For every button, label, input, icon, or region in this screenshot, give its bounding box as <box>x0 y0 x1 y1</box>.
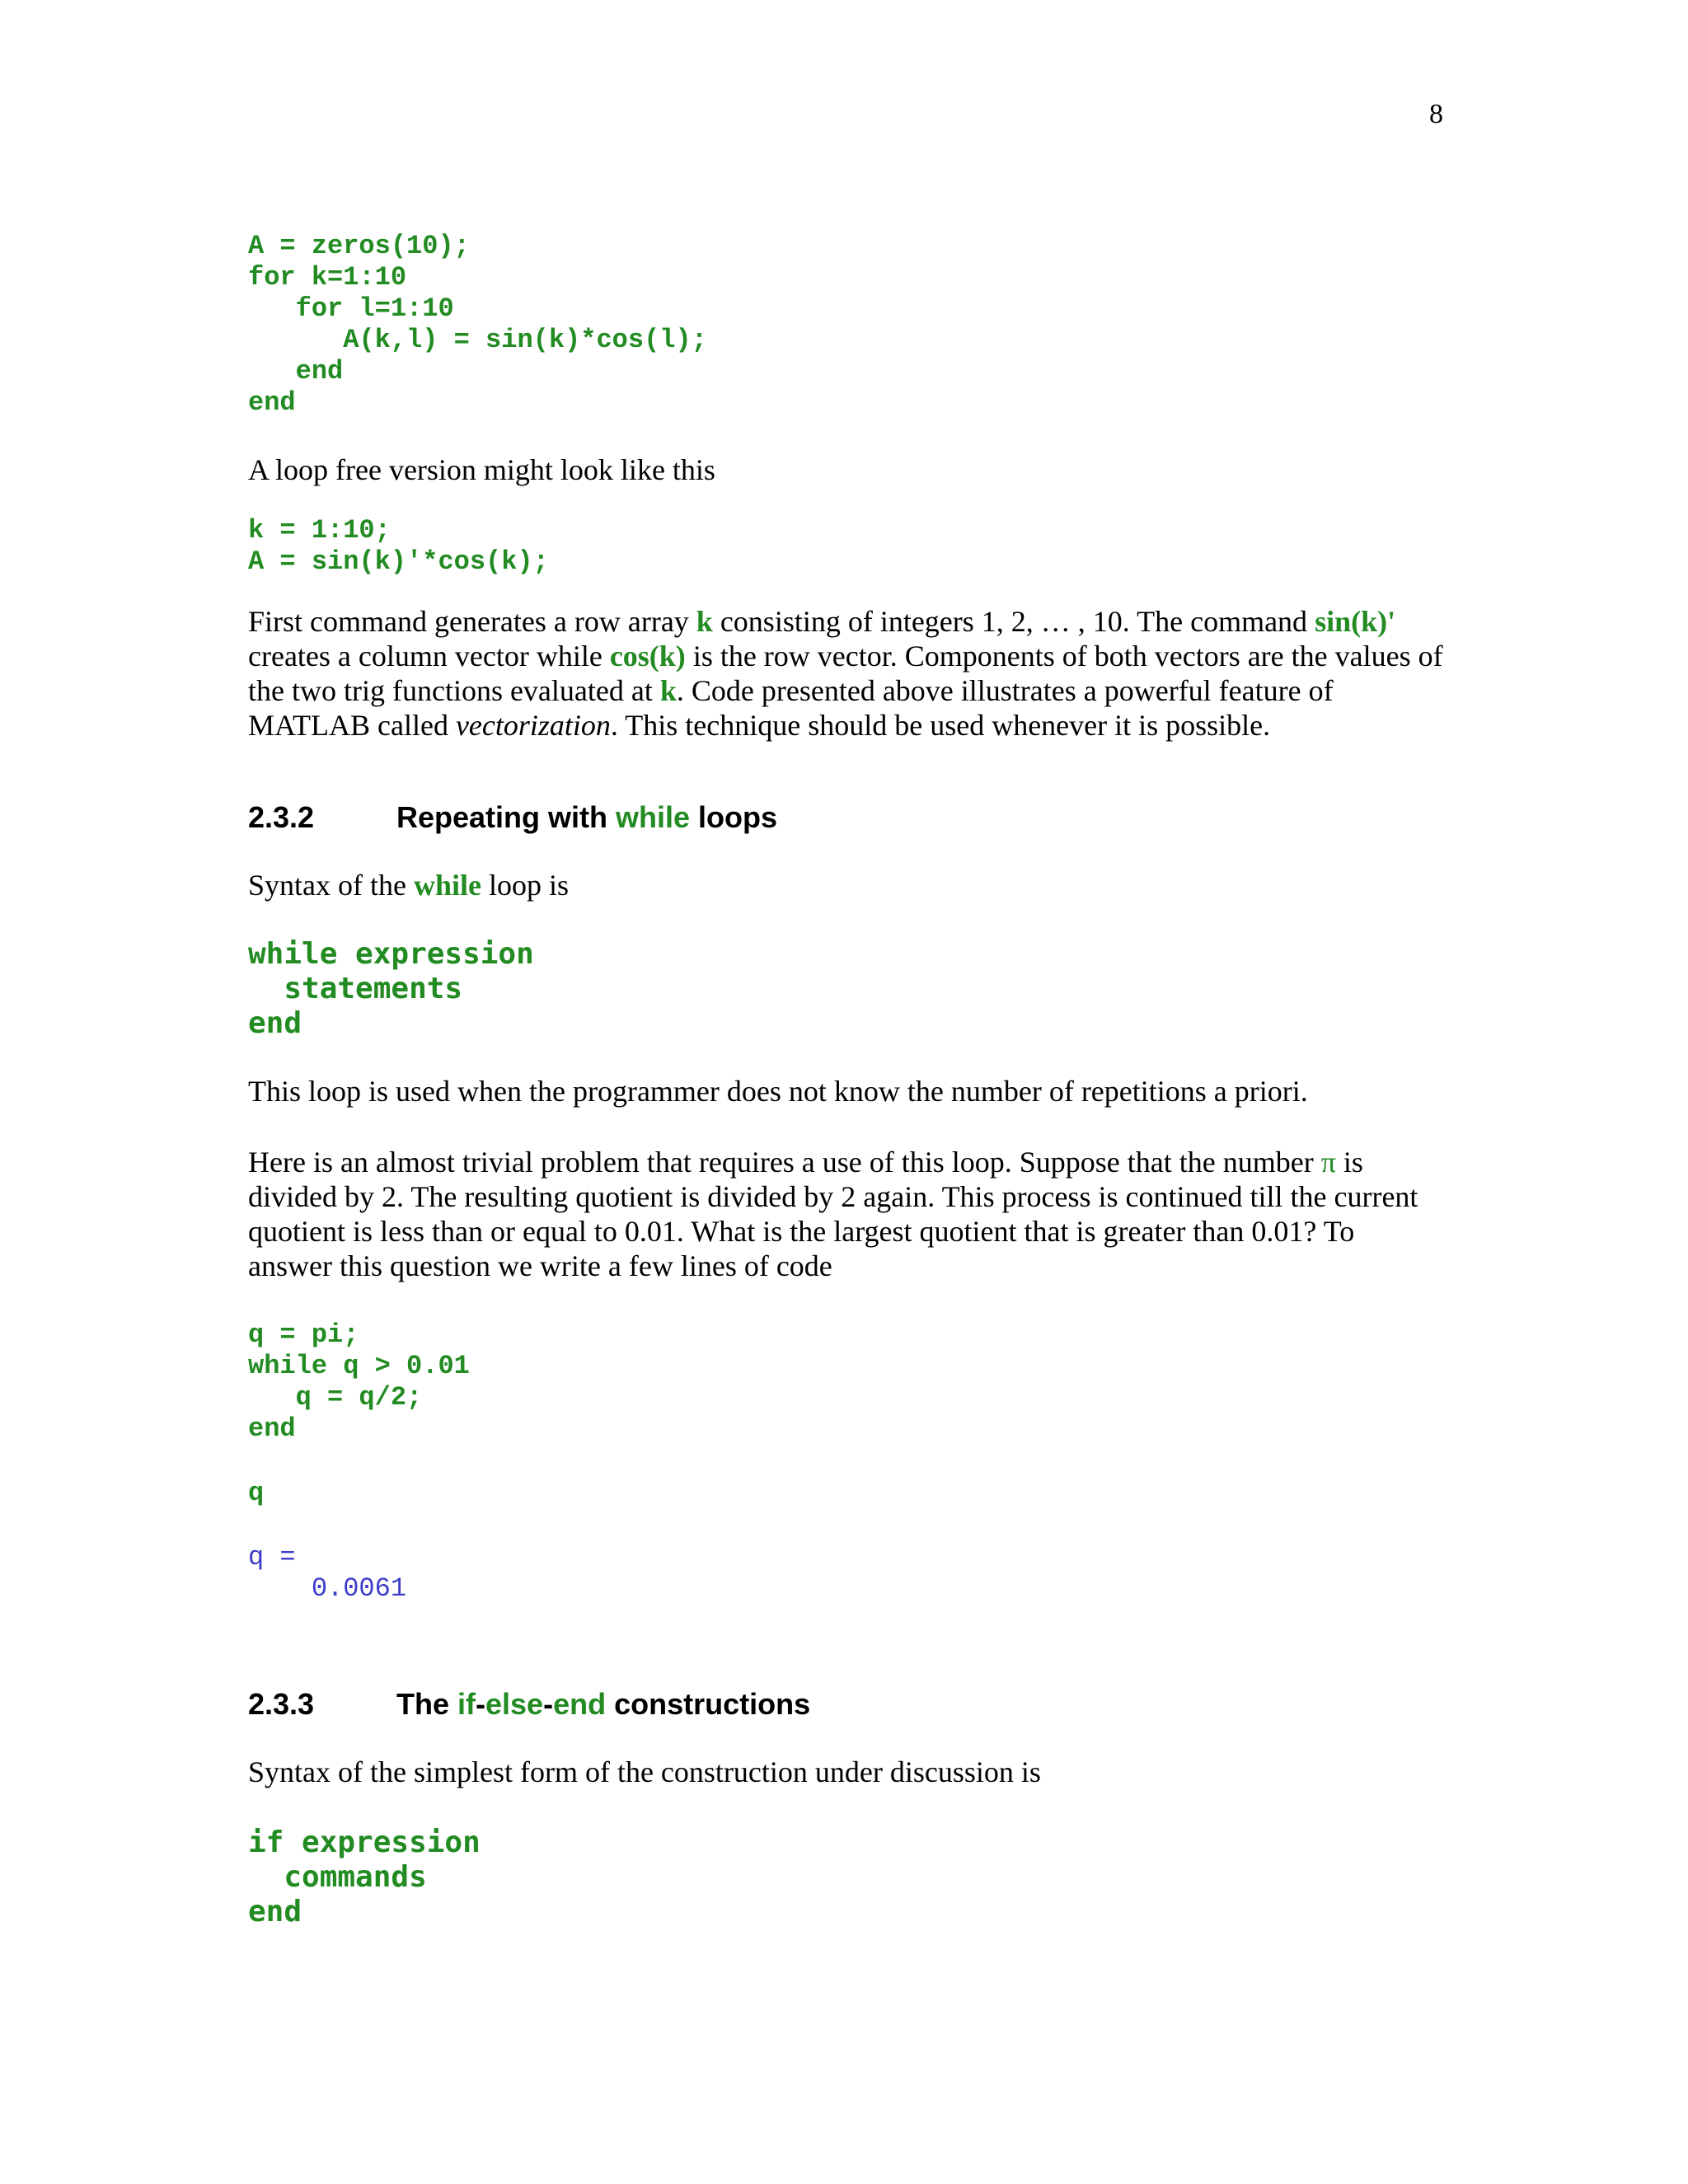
text: Syntax of the <box>248 869 414 902</box>
emphasis-vectorization: vectorization <box>455 709 611 742</box>
heading-keyword-end: end <box>553 1687 607 1721</box>
heading-text: loops <box>690 800 778 834</box>
text: creates a column vector while <box>248 640 610 673</box>
code-block-while-loop: q = pi; while q > 0.01 q = q/2; end <box>248 1319 470 1444</box>
paragraph-if-syntax: Syntax of the simplest form of the construction under discussion is <box>248 1755 1041 1788</box>
code-block-vectorized: k = 1:10; A = sin(k)'*cos(k); <box>248 515 549 577</box>
inline-keyword-while: while <box>413 869 481 902</box>
inline-code-k: k <box>696 605 713 638</box>
paragraph-while-usage: This loop is used when the programmer does not know the number of repetitions a priori. <box>248 1075 1308 1108</box>
paragraph-vectorization <box>248 604 1443 743</box>
text: is divided by 2. The resulting quotient is divided by 2 again. This process is continued till the current quotient is less than or equal to 0.01. What is the largest quotient that is greater than 0.01? To answer this question we write a few lines of code <box>248 1146 1418 1282</box>
text: consisting of integers 1, 2, … , 10. The command <box>712 605 1315 638</box>
paragraph-pi-problem <box>248 1145 1443 1283</box>
paragraph-loop-free: A loop free version might look like this <box>248 453 715 486</box>
code-output: q = 0.0061 <box>248 1542 407 1604</box>
code-block-q: q <box>248 1478 265 1508</box>
heading-text: constructions <box>606 1687 811 1721</box>
text: First command generates a row array <box>248 605 696 638</box>
syntax-block-if: if expression commands end <box>248 1825 481 1929</box>
heading-keyword-if: if <box>457 1687 476 1721</box>
heading-text: Repeating with <box>396 800 617 834</box>
text: Here is an almost trivial problem that requires a use of this loop. Suppose that the number <box>248 1146 1321 1179</box>
document-body <box>248 231 1443 1929</box>
text: . This technique should be used whenever it is possible. <box>610 709 1271 742</box>
heading-keyword: while <box>616 800 691 834</box>
text: . Code presented above illustrates a powerful feature of MATLAB called <box>248 674 1334 742</box>
heading-keyword-else: else <box>485 1687 544 1721</box>
section-heading-2-3-3 <box>248 1687 1443 1722</box>
code-block-nested-loops: A = zeros(10); for k=1:10 for l=1:10 A(k,l) = sin(k)*cos(l); end end <box>248 231 707 418</box>
inline-code-k: k <box>659 674 677 707</box>
text: loop is <box>481 869 570 902</box>
inline-code-cos: cos(k) <box>609 640 686 673</box>
inline-code-sin: sin(k)' <box>1315 605 1396 638</box>
heading-text: The <box>396 1687 458 1721</box>
heading-separator: - <box>543 1687 554 1721</box>
section-number: 2.3.2 <box>248 800 315 834</box>
pi-symbol: π <box>1320 1146 1336 1179</box>
section-number: 2.3.3 <box>248 1687 315 1721</box>
paragraph-while-syntax <box>248 868 1443 902</box>
text: is the row vector. Components of both vectors are the values of the two trig functions evaluated at <box>248 640 1443 707</box>
heading-separator: - <box>476 1687 486 1721</box>
page-number: 8 <box>1429 99 1443 129</box>
section-heading-2-3-2 <box>248 800 1443 835</box>
syntax-block-while: while expression statements end <box>248 937 534 1040</box>
